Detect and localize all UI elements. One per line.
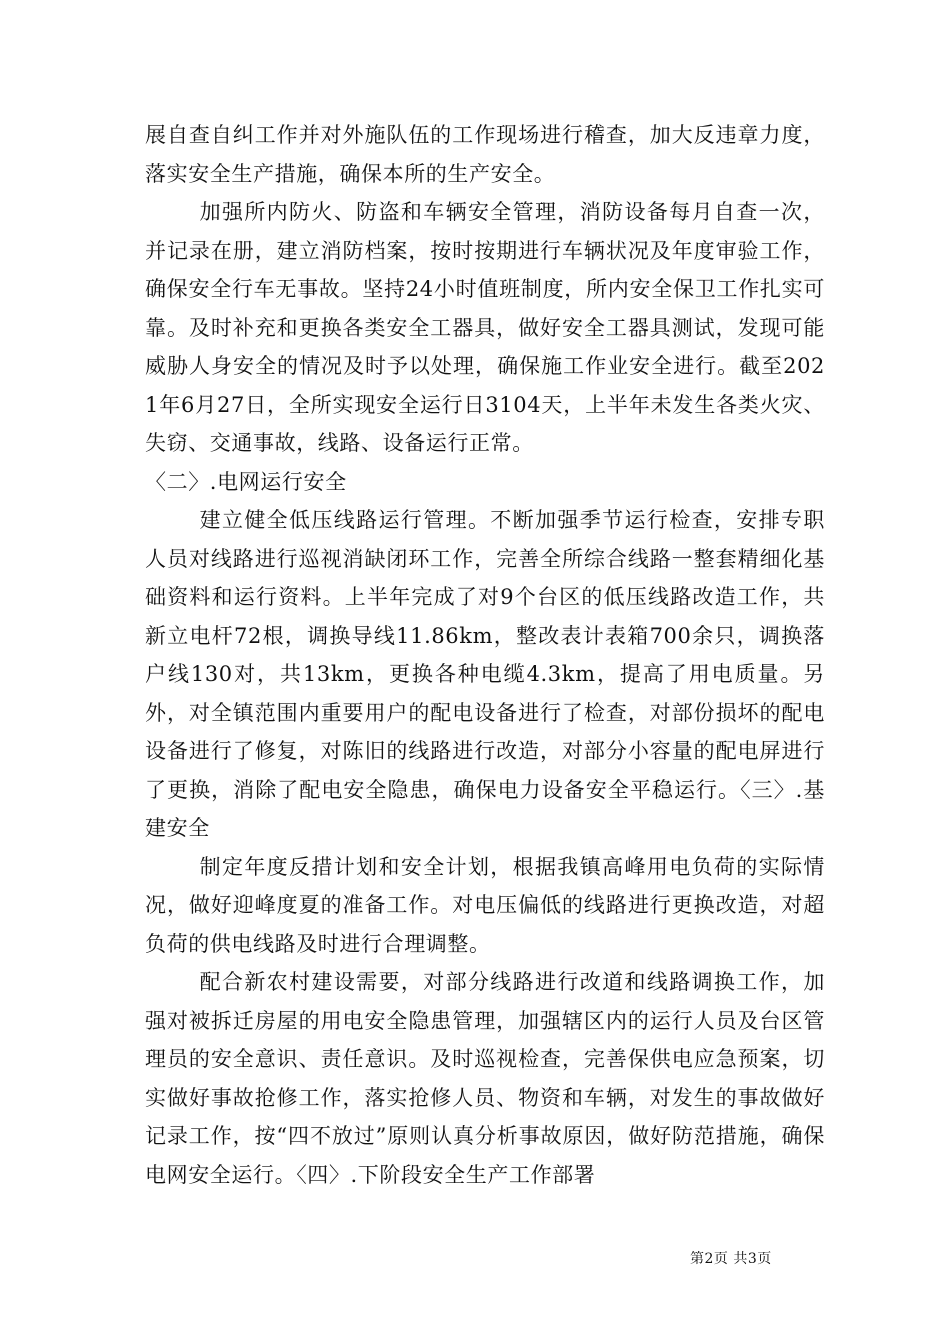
page-number-footer: 第2页 共3页 — [690, 1251, 772, 1267]
paragraph-peak-load: 制定年度反措计划和安全计划，根据我镇高峰用电负荷的实际情况，做好迎峰度夏的准备工作。对电压偏低的线路进行更换改造，对超负荷的供电线路及时进行合理调整。 — [145, 854, 825, 956]
paragraph-rural-construction: 配合新农村建设需要，对部分线路进行改道和线路调换工作，加强对被拆迁房屋的用电安全隐患管理，加强辖区内的运行人员及台区管理员的安全意识、责任意识。及时巡视检查，完善保供电应急预案，切实做好事故抢修工作，落实抢修人员、物资和车辆，对发生的事故做好记录工作，按“四不放过”原则认真分析事故原因，做好防范措施，确保电网安全运行。〈四〉.下阶段安全生产工作部署 — [145, 970, 825, 1187]
paragraph-fire-safety: 加强所内防火、防盗和车辆安全管理，消防设备每月自查一次，并记录在册，建立消防档案，按时按期进行车辆状况及年度审验工作，确保安全行车无事故。坚持24小时值班制度，所内安全保卫工作扎实可靠。及时补充和更换各类安全工器具，做好安全工器具测试，发现可能威胁人身安全的情况及时予以处理，确保施工作业安全进行。截至2021年6月27日，全所实现安全运行日3104天，上半年未发生各类火灾、失窃、交通事故，线路、设备运行正常。 — [145, 200, 825, 455]
document-body — [145, 116, 825, 1194]
paragraph-low-voltage-lines: 建立健全低压线路运行管理。不断加强季节运行检查，安排专职人员对线路进行巡视消缺闭环工作，完善全所综合线路一整套精细化基础资料和运行资料。上半年完成了对9个台区的低压线路改造工作，共新立电杆72根，调换导线11.86km，整改表计表箱700余只，调换落户线130对，共13km，更换各种电缆4.3km，提高了用电质量。另外，对全镇范围内重要用户的配电设备进行了检查，对部份损坏的配电设备进行了修复，对陈旧的线路进行改造，对部分小容量的配电屏进行了更换，消除了配电安全隐患，确保电力设备安全平稳运行。〈三〉.基建安全 — [145, 508, 825, 840]
section-heading-grid-safety: 〈二〉.电网运行安全 — [145, 469, 347, 494]
paragraph-continuation: 展自查自纠工作并对外施队伍的工作现场进行稽查，加大反违章力度，落实安全生产措施，确保本所的生产安全。 — [145, 123, 825, 186]
